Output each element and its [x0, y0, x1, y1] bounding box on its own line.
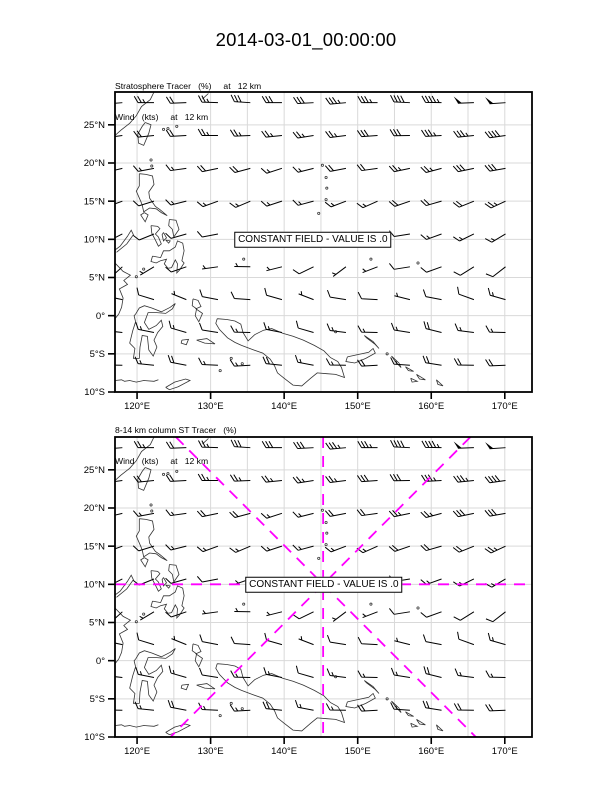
coastline-panay-negros: [151, 571, 161, 592]
lat-tick-label: 25°N: [83, 465, 105, 477]
coastline-sulawesi: [130, 649, 176, 704]
small-island: [143, 268, 145, 270]
coastline-mindoro: [141, 213, 148, 222]
small-island: [325, 521, 327, 523]
small-island: [219, 370, 221, 372]
coastline-malaita: [436, 725, 443, 731]
coastline-panay-negros: [151, 226, 161, 247]
lat-tick-label: 5°S: [89, 694, 105, 706]
constant-field-box-bottom: CONSTANT FIELD - VALUE IS .0: [245, 577, 402, 594]
coastline-malaita: [436, 380, 443, 386]
small-island: [326, 532, 328, 534]
coastline-mindanao: [151, 586, 184, 618]
small-island: [219, 715, 221, 717]
small-island: [143, 613, 145, 615]
lon-tick-label: 140°E: [271, 746, 298, 757]
coastline-new-guinea: [216, 664, 345, 731]
lat-tick-label: 20°N: [83, 158, 105, 170]
coastline-seram: [197, 339, 215, 344]
coastline-seram: [197, 684, 215, 689]
small-island: [370, 258, 372, 260]
lat-tick-label: 10°N: [83, 234, 105, 246]
small-island: [243, 603, 245, 605]
small-island: [326, 187, 328, 189]
constant-field-box-top: CONSTANT FIELD - VALUE IS .0: [234, 232, 391, 249]
panel-top-field-label: Stratosphere Tracer (%) at 12 km: [115, 80, 262, 91]
coastline-mindanao: [151, 241, 184, 273]
small-island: [230, 357, 232, 359]
coastline-bohol: [166, 240, 171, 243]
panel-top-subtitle: [115, 60, 261, 143]
lat-tick-label: 5°N: [89, 617, 105, 629]
small-island: [151, 510, 153, 512]
small-island: [325, 176, 327, 178]
lon-tick-label: 140°E: [271, 401, 298, 412]
coastline-new-britain: [346, 694, 375, 709]
plot-title: 2014-03-01_00:00:00: [215, 29, 397, 50]
lat-tick-label: 0°: [95, 655, 105, 667]
lat-tick-label: 5°N: [89, 272, 105, 284]
small-island: [321, 164, 323, 166]
small-island: [151, 165, 153, 167]
coastline-choiseul: [406, 367, 414, 372]
small-island: [321, 509, 323, 511]
small-island: [135, 276, 137, 278]
coastline-new-ireland: [364, 681, 379, 694]
lon-tick-label: 170°E: [491, 401, 518, 412]
coastline-new-georgia: [411, 378, 418, 382]
small-island: [135, 621, 137, 623]
coastline-mindoro: [141, 558, 148, 567]
lon-tick-label: 120°E: [124, 401, 151, 412]
lon-tick-label: 170°E: [491, 746, 518, 757]
small-island: [325, 199, 327, 201]
small-island: [241, 708, 243, 710]
coastline-new-guinea: [216, 319, 345, 386]
coastline-timor: [166, 379, 190, 390]
coastline-sulawesi: [130, 304, 176, 359]
coastline-choiseul: [406, 712, 414, 717]
small-island: [150, 504, 152, 506]
small-island: [150, 159, 152, 161]
lon-tick-label: 160°E: [418, 746, 445, 757]
lat-tick-label: 20°N: [83, 503, 105, 515]
coastline-santa-isabel: [417, 719, 426, 724]
panel-top-wind-label: Wind (kts) at 12 km: [115, 112, 209, 123]
small-island: [318, 557, 320, 559]
coastline-new-britain: [346, 349, 375, 364]
coastline-luzon: [136, 519, 167, 561]
lat-tick-label: 25°N: [83, 120, 105, 132]
small-island: [243, 258, 245, 260]
coastline-luzon: [136, 174, 167, 216]
panel-bottom-wind-label: Wind (kts) at 12 km: [115, 456, 209, 467]
small-island: [241, 363, 243, 365]
lat-tick-label: 5°S: [89, 349, 105, 361]
lon-tick-label: 150°E: [344, 401, 371, 412]
panel-bottom-field-label: 8-14 km column ST Tracer (%): [115, 424, 237, 435]
lat-tick-label: 15°N: [83, 541, 105, 553]
coastline-new-georgia: [411, 723, 418, 727]
coastline-santa-isabel: [417, 374, 426, 379]
small-island: [318, 212, 320, 214]
lon-tick-label: 120°E: [124, 746, 151, 757]
coastline-new-ireland: [364, 336, 379, 349]
coastline-buru: [181, 339, 188, 344]
lon-tick-label: 130°E: [197, 746, 224, 757]
coastline-halmahera: [192, 299, 202, 322]
lat-tick-label: 10°N: [83, 579, 105, 591]
lon-tick-label: 160°E: [418, 401, 445, 412]
lat-tick-label: 10°S: [84, 732, 105, 744]
small-island: [325, 544, 327, 546]
panel-bottom-subtitle: [115, 404, 237, 487]
coastline-halmahera: [192, 644, 202, 667]
coastline-palawan: [115, 575, 133, 597]
small-island: [370, 603, 372, 605]
coastline-buru: [181, 684, 188, 689]
small-island: [417, 262, 419, 264]
small-island: [230, 702, 232, 704]
coastline-bohol: [166, 585, 171, 588]
small-island: [417, 607, 419, 609]
lat-tick-label: 10°S: [84, 387, 105, 399]
coastline-timor: [166, 724, 190, 735]
lat-tick-label: 15°N: [83, 196, 105, 208]
coastline-palawan: [115, 230, 133, 252]
lat-tick-label: 0°: [95, 310, 105, 322]
lon-tick-label: 130°E: [197, 401, 224, 412]
lon-tick-label: 150°E: [344, 746, 371, 757]
